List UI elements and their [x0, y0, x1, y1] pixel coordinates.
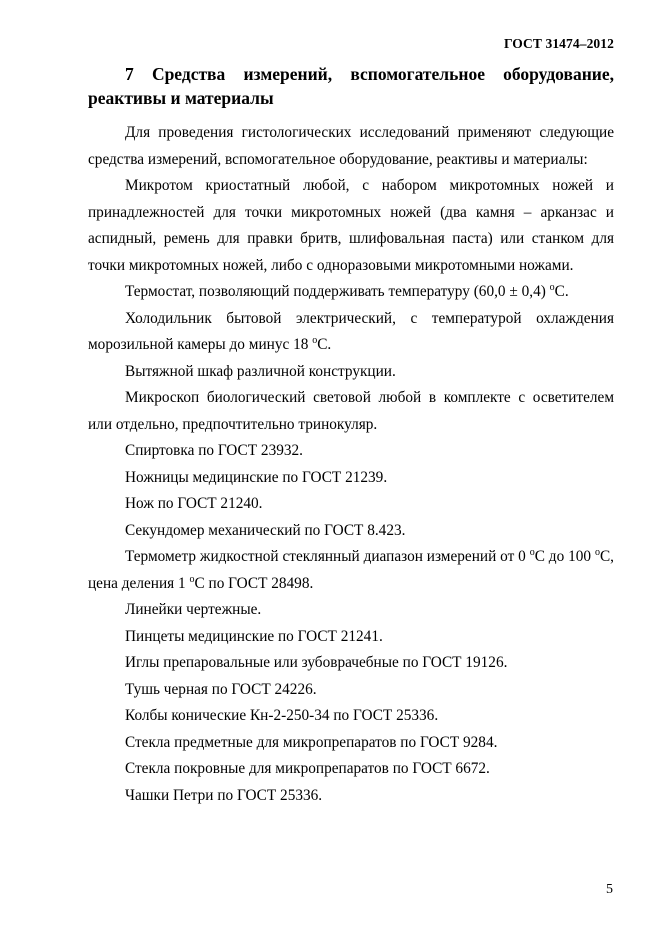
page-number: 5 [606, 882, 613, 897]
paragraph-thermostat: Термостат, позволяющий поддерживать температуру (60,0 ± 0,4) $^o$C. [125, 282, 569, 300]
paragraph-intro: Для проведения гистологических исследований применяют следующие средства измерений, вспомогательное оборудование, реактивы и материалы: [88, 124, 614, 168]
paragraph-spirit-lamp: Спиртовка по ГОСТ 23932. [125, 442, 303, 459]
paragraph-microtome: Микротом криостатный любой, с набором микротомных ножей и принадлежностей для точки микротомных ножей (два камня – арканзас и аспидный, ремень для правки бритв, шлифовальная паста) или станком для точки микротомных ножей, либо с одноразовыми микротомными ножами. [88, 177, 614, 274]
paragraph-needles: Иглы препаровальные или зубоврачебные по ГОСТ 19126. [125, 654, 508, 671]
degree-sign: o [312, 335, 318, 346]
paragraph-scissors: Ножницы медицинские по ГОСТ 21239. [125, 468, 388, 486]
paragraph-tweezers: Пинцеты медицинские по ГОСТ 21241. [125, 627, 383, 645]
degree-sign: o [529, 547, 535, 558]
paragraph-fridge: Холодильник бытовой электрический, с температурой охлаждения морозильной камеры до минус 18 $^o$C. [88, 309, 614, 353]
section-title-text: 7 Средства измерений, вспомогательное оборудование, реактивы и материалы [88, 64, 614, 108]
paragraph-petri: Чашки Петри по ГОСТ 25336. [125, 786, 323, 804]
degree-sign: o [189, 573, 195, 585]
document-code-header: ГОСТ 31474–2012 [503, 36, 614, 51]
paragraph-knife: Нож по ГОСТ 21240. [125, 495, 263, 512]
paragraph-stopwatch: Секундомер механический по ГОСТ 8.423. [125, 521, 406, 539]
paragraph-thermometer: Термометр жидкостной стеклянный диапазон измерений от 0 $^o$C до 100 $^o$C, цена деления 1 $^o$C по ГОСТ 28498. [88, 547, 614, 592]
paragraph-slides: Стекла предметные для микропрепаратов по ГОСТ 9284. [125, 733, 498, 751]
paragraph-flasks: Колбы конические Кн-2-250-34 по ГОСТ 25336. [125, 707, 439, 724]
section-title [88, 62, 614, 110]
paragraph-cover-glass: Стекла покровные для микропрепаратов по ГОСТ 6672. [125, 760, 490, 777]
degree-sign: o [594, 547, 600, 558]
paragraph-fume-hood: Вытяжной шкаф различной конструкции. [125, 362, 396, 380]
section-body [88, 119, 614, 809]
paragraph-ink: Тушь черная по ГОСТ 24226. [125, 680, 317, 698]
paragraph-microscope: Микроскоп биологический световой любой в комплекте с осветителем или отдельно, предпочтительно тринокуляр. [88, 389, 614, 433]
paragraph-rulers: Линейки чертежные. [125, 601, 262, 618]
degree-sign: o [549, 282, 555, 293]
